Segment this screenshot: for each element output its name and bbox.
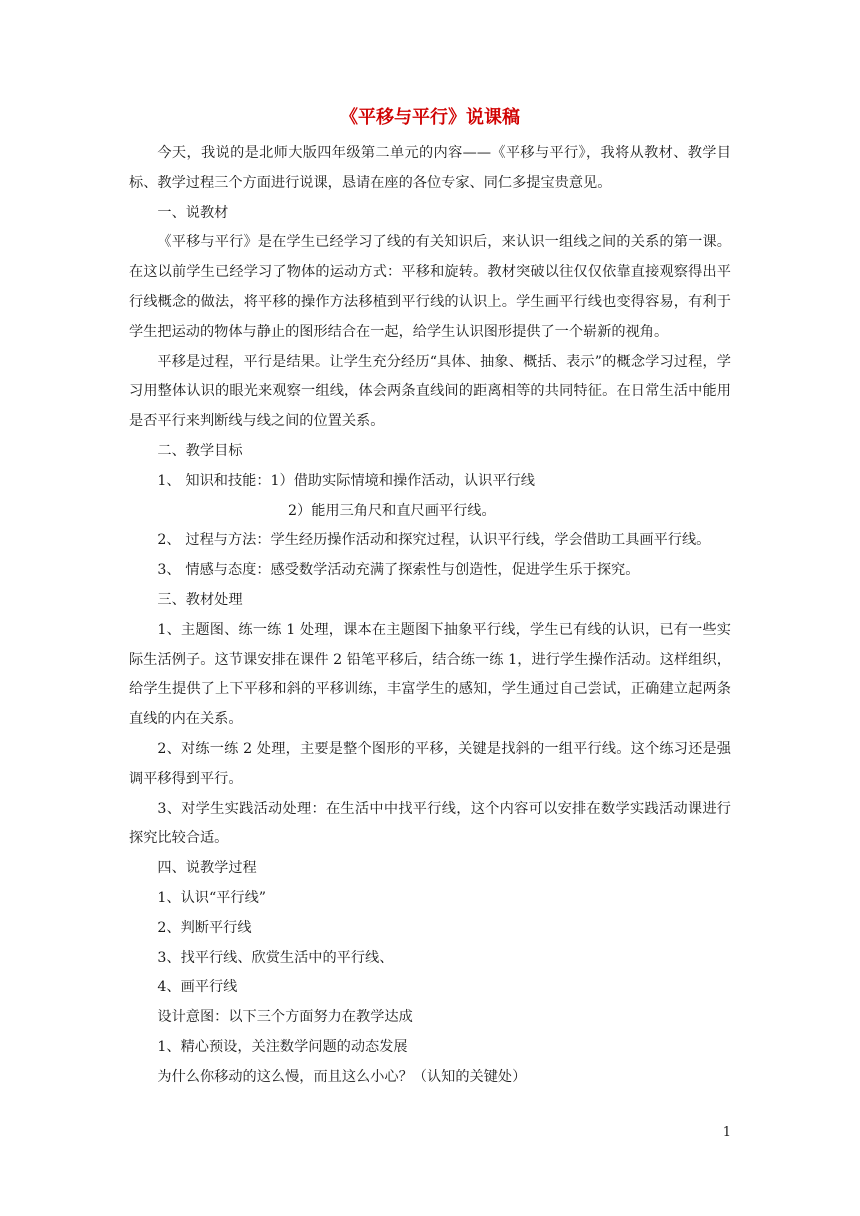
material-handling-paragraph-2: 2、对练一练 2 处理，主要是整个图形的平移，关键是找斜的一组平行线。这个练习还是强调平移得到平行。 [129, 740, 731, 787]
section-heading-objectives: 二、教学目标 [157, 442, 243, 459]
process-step-3: 3、找平行线、欣赏生活中的平行线、 [157, 949, 394, 966]
section-heading-textbook: 一、说教材 [157, 204, 229, 221]
document-body [129, 139, 731, 1093]
material-handling-paragraph-1: 1、主题图、练一练 1 处理，课本在主题图下抽象平行线，学生已有线的认识，已有一些实际生活例子。这节课安排在课件 2 铅笔平移后，结合练一练 1，进行学生操作活动。这样组织，给学生提供了上下平移和斜的平移训练，丰富学生的感知，学生通过自己尝试，正确建立起两条直线的内在关系。 [129, 621, 731, 728]
objective-number: 3、 [157, 562, 181, 579]
objective-number: 2、 [157, 532, 181, 549]
design-point-1: 1、精心预设，关注数学问题的动态发展 [157, 1038, 408, 1055]
process-step-1: 1、认识“平行线” [157, 889, 267, 906]
objective-item-3 [129, 556, 731, 586]
objective-item-2 [129, 526, 731, 556]
design-intent: 设计意图：以下三个方面努力在教学达成 [157, 1009, 413, 1026]
intro-paragraph: 今天，我说的是北师大版四年级第二单元的内容——《平移与平行》，我将从教材、教学目标、教学过程三个方面进行说课，恳请在座的各位专家、同仁多提宝贵意见。 [129, 145, 731, 191]
section-heading-material-handling: 三、教材处理 [157, 591, 243, 608]
objective-item-1-sub: 2）能用三角尺和直尺画平行线。 [288, 502, 496, 519]
objective-item-1 [129, 467, 731, 497]
process-step-2: 2、判断平行线 [157, 919, 252, 936]
objective-text: 知识和技能：1）借助实际情境和操作活动，认识平行线 [185, 472, 535, 489]
textbook-paragraph-2: 平移是过程，平行是结果。让学生充分经历“具体、抽象、概括、表示”的概念学习过程，学习用整体认识的眼光来观察一组线，体会两条直线间的距离相等的共同特征。在日常生活中能用是否平行来判断线与线之间的位置关系。 [129, 353, 731, 430]
document-title: 《平移与平行》说课稿 [340, 107, 520, 128]
objective-text: 情感与态度：感受数学活动充满了探索性与创造性，促进学生乐于探究。 [185, 562, 640, 579]
page-number: 1 [722, 1125, 731, 1140]
process-step-4: 4、画平行线 [157, 979, 238, 996]
textbook-paragraph-1: 《平移与平行》是在学生已经学习了线的有关知识后，来认识一组线之间的关系的第一课。在这以前学生已经学习了物体的运动方式：平移和旋转。教材突破以往仅仅依靠直接观察得出平行线概念的做法，将平移的操作方法移植到平行线的认识上。学生画平行线也变得容易，有利于学生把运动的物体与静止的图形结合在一起，给学生认识图形提供了一个崭新的视角。 [129, 234, 731, 340]
objective-text: 过程与方法：学生经历操作活动和探究过程，认识平行线，学会借助工具画平行线。 [185, 532, 711, 549]
section-heading-teaching-process: 四、说教学过程 [157, 860, 257, 877]
key-question: 为什么你移动的这么慢，而且这么小心？（认知的关键处） [157, 1068, 527, 1085]
material-handling-paragraph-3: 3、对学生实践活动处理：在生活中中找平行线，这个内容可以安排在数学实践活动课进行探究比较合适。 [129, 800, 731, 847]
objective-number: 1、 [157, 472, 181, 489]
